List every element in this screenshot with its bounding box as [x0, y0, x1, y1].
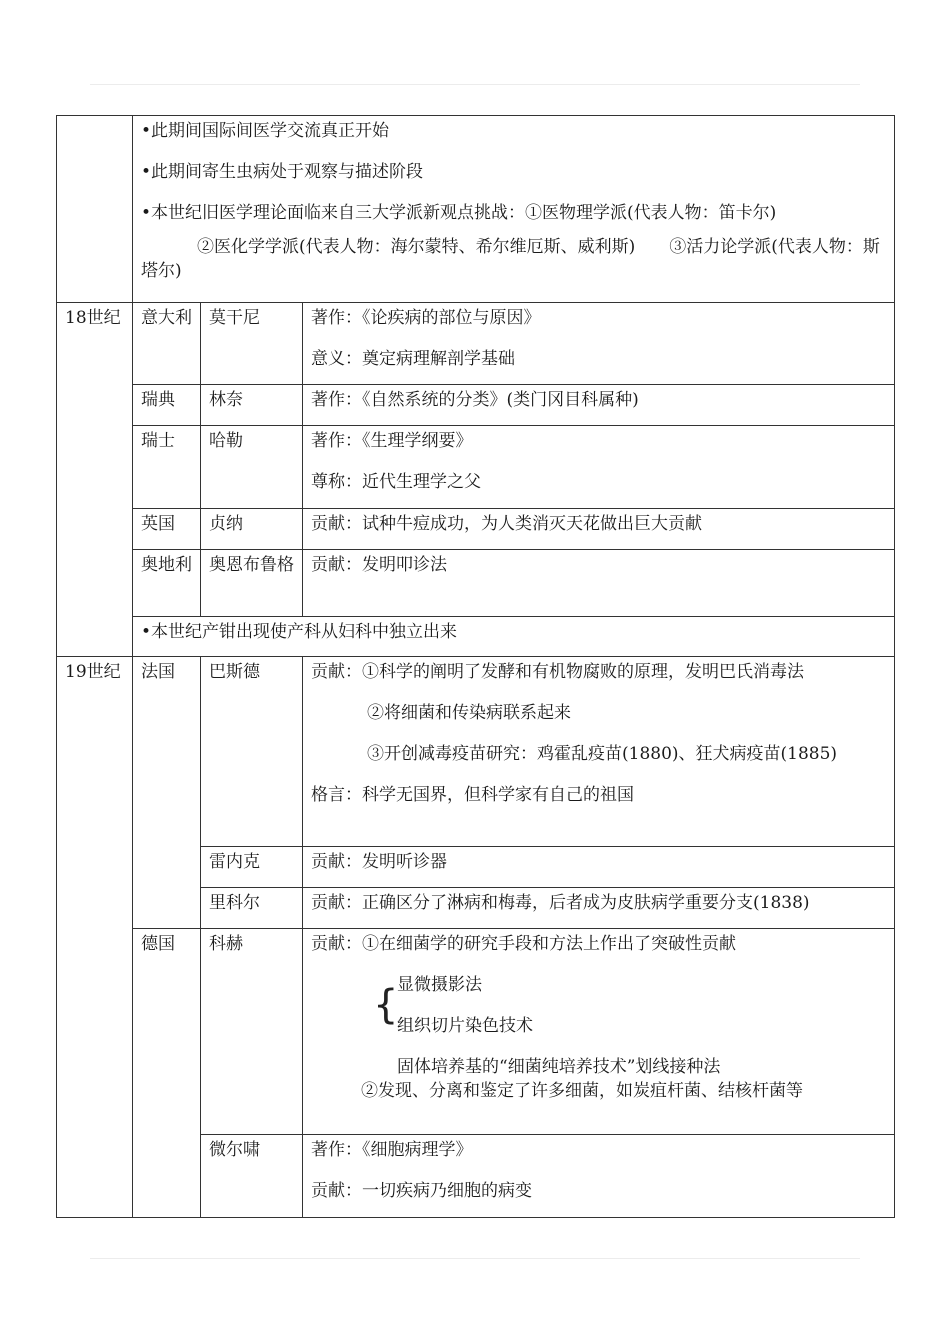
content-line: 贡献：①科学的阐明了发酵和有机物腐败的原理，发明巴氏消毒法: [311, 662, 804, 682]
content-cell: [303, 385, 895, 426]
content-cell: [303, 888, 895, 929]
content-line: 贡献：①在细菌学的研究手段和方法上作出了突破性贡献: [311, 934, 736, 954]
person-cell: 林奈: [201, 385, 303, 426]
content-cell: [303, 847, 895, 888]
country-cell: 奥地利: [133, 550, 201, 617]
intro-continuation: ②医化学学派(代表人物：海尔蒙特、希尔维厄斯、威利斯) ③活力论学派(代表人物：斯塔尔): [141, 237, 880, 281]
table-row: [57, 929, 895, 1135]
content-line: 著作：《细胞病理学》: [311, 1140, 473, 1160]
country-cell: 瑞典: [133, 385, 201, 426]
century-note: •本世纪产钳出现使产科从妇科中独立出来: [133, 617, 895, 657]
content-line: 贡献：试种牛痘成功，为人类消灭天花做出巨大贡献: [311, 514, 702, 534]
content-line: ②将细菌和传染病联系起来: [367, 703, 571, 723]
intro-bullet: •此期间国际间医学交流真正开始: [141, 121, 390, 141]
person-cell: 微尔啸: [201, 1135, 303, 1218]
brace-icon: {: [373, 982, 399, 1028]
country-cell: 英国: [133, 509, 201, 550]
content-line: 贡献：发明叩诊法: [311, 555, 447, 575]
content-line: 贡献：一切疾病乃细胞的病变: [311, 1181, 532, 1201]
country-cell: 瑞士: [133, 426, 201, 509]
content-line: 格言：科学无国界，但科学家有自己的祖国: [311, 785, 634, 805]
person-cell: 哈勒: [201, 426, 303, 509]
person-cell: 奥恩布鲁格: [201, 550, 303, 617]
person-cell: 莫干尼: [201, 303, 303, 385]
country-cell: 德国: [133, 929, 201, 1218]
top-rule: [90, 84, 860, 85]
bottom-rule: [90, 1258, 860, 1259]
content-cell: [303, 657, 895, 847]
content-line: 意义：奠定病理解剖学基础: [311, 349, 515, 369]
century-18: 18世纪: [57, 303, 133, 657]
table-row: [57, 426, 895, 509]
table-row: [57, 550, 895, 617]
intro-bullet: •本世纪旧医学理论面临来自三大学派新观点挑战：①医物理学派(代表人物：笛卡尔): [141, 203, 777, 223]
person-cell: 科赫: [201, 929, 303, 1135]
content-cell: [303, 426, 895, 509]
content-line: ③开创减毒疫苗研究：鸡霍乱疫苗(1880)、狂犬病疫苗(1885): [367, 744, 838, 764]
intro-row: [57, 116, 895, 303]
table-row: [57, 657, 895, 847]
table-row: [57, 617, 895, 657]
content-cell: [303, 509, 895, 550]
table-row: [57, 385, 895, 426]
country-cell: 法国: [133, 657, 201, 929]
content-cell: [303, 929, 895, 1135]
technique-item: 固体培养基的“细菌纯培养技术”划线接种法: [397, 1057, 721, 1077]
intro-century-cell: [57, 116, 133, 303]
content-cell: [303, 303, 895, 385]
technique-group: [311, 973, 886, 1079]
content-line: ②发现、分离和鉴定了许多细菌，如炭疽杆菌、结核杆菌等: [361, 1081, 803, 1101]
content-line: 尊称：近代生理学之父: [311, 472, 481, 492]
person-cell: 巴斯德: [201, 657, 303, 847]
person-cell: 里科尔: [201, 888, 303, 929]
content-line: 著作：《生理学纲要》: [311, 431, 473, 451]
table-row: [57, 509, 895, 550]
person-cell: 雷内克: [201, 847, 303, 888]
intro-bullet: •此期间寄生虫病处于观察与描述阶段: [141, 162, 424, 182]
content-line: 贡献：正确区分了淋病和梅毒，后者成为皮肤病学重要分支(1838): [311, 893, 810, 913]
century-19: 19世纪: [57, 657, 133, 1218]
technique-item: 组织切片染色技术: [397, 1016, 533, 1036]
content-line: 著作：《论疾病的部位与原因》: [311, 308, 541, 328]
intro-content: [133, 116, 895, 303]
content-line: 贡献：发明听诊器: [311, 852, 447, 872]
country-cell: 意大利: [133, 303, 201, 385]
content-cell: [303, 1135, 895, 1218]
technique-item: 显微摄影法: [397, 975, 482, 995]
content-cell: [303, 550, 895, 617]
content-line: 著作：《自然系统的分类》(类门冈目科属种): [311, 390, 639, 410]
person-cell: 贞纳: [201, 509, 303, 550]
history-table: [56, 115, 895, 1218]
table-row: [57, 303, 895, 385]
